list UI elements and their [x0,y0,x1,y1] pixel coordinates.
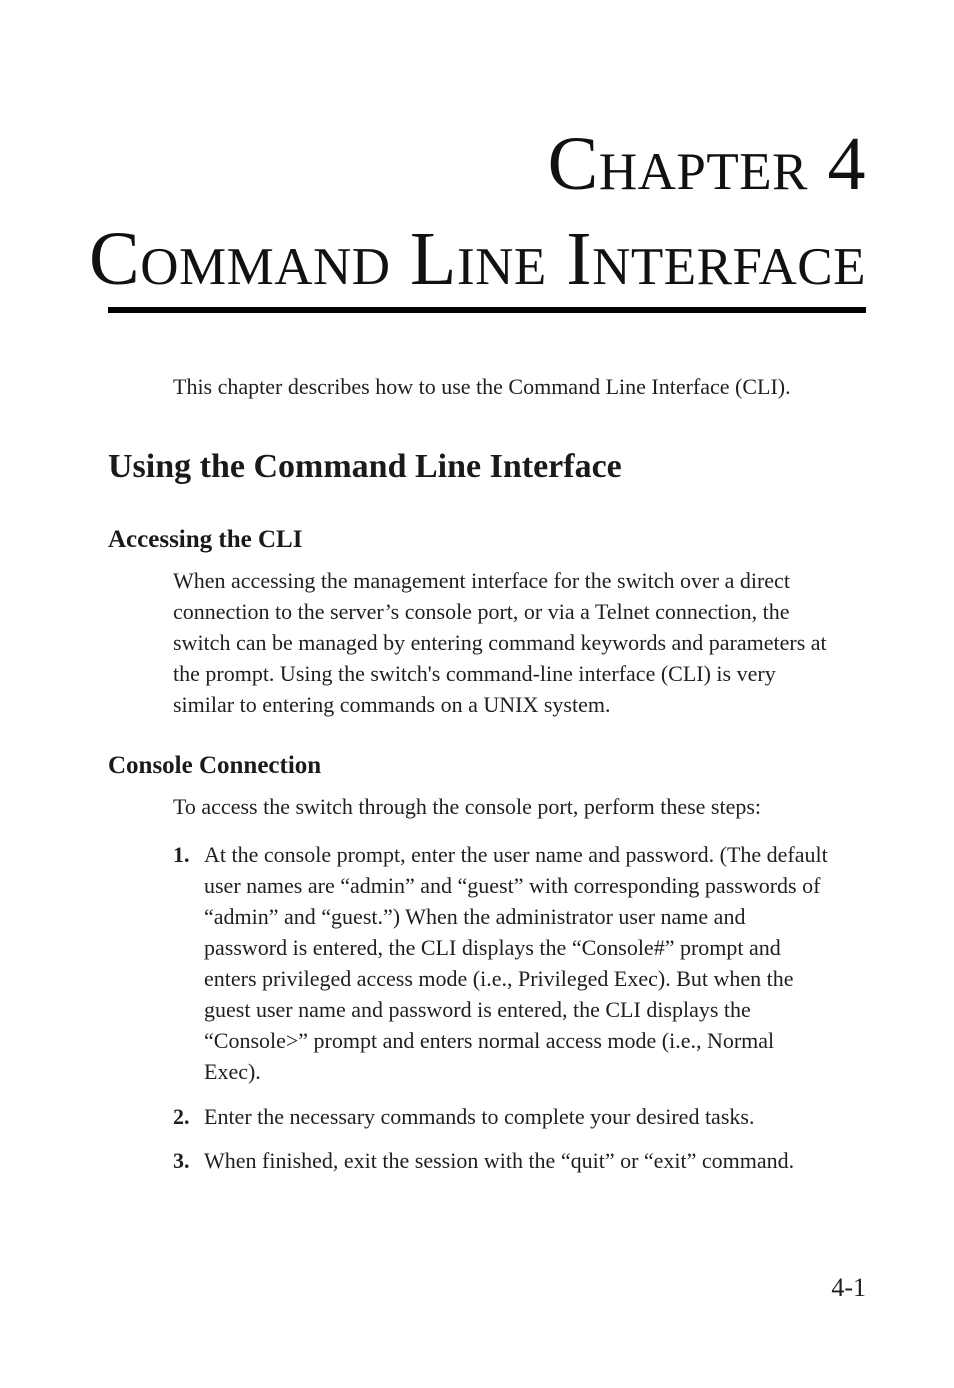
paragraph-line: switch can be managed by entering command keywords and parameters at [173,630,827,655]
step-line: Enter the necessary commands to complete your desired tasks. [204,1104,755,1129]
step-text [204,1101,873,1132]
step-number: 2. [173,1104,190,1129]
step-line: “Console>” prompt and enters normal access mode (i.e., Normal [204,1028,775,1053]
step-line: password is entered, the CLI displays the “Console#” prompt and [204,935,781,960]
step-item-1 [173,839,873,1087]
chapter-title-heading: Command Line Interface [89,217,866,301]
step-line: When finished, exit the session with the “quit” or “exit” command. [204,1148,795,1173]
chapter-rule [108,307,866,313]
step-line: At the console prompt, enter the user name and password. (The default [204,842,828,867]
console-paragraph [173,791,873,822]
step-line: enters privileged access mode (i.e., Privileged Exec). But when the [204,966,794,991]
paragraph-line: To access the switch through the console port, perform these steps: [173,794,762,819]
paragraph-line: the prompt. Using the switch's command-line interface (CLI) is very [173,661,776,686]
step-line: Exec). [204,1059,261,1084]
accessing-paragraph [173,565,873,720]
intro-paragraph: This chapter describes how to use the Command Line Interface (CLI). [173,374,791,399]
paragraph-line: When accessing the management interface for the switch over a direct [173,568,790,593]
step-line: guest user name and password is entered, the CLI displays the [204,997,751,1022]
chapter-number-heading: Chapter 4 [547,122,866,206]
paragraph-line: similar to entering commands on a UNIX system. [173,692,611,717]
step-text [204,839,873,1087]
subsection-heading-console: Console Connection [108,752,322,779]
subsection-heading-accessing: Accessing the CLI [108,526,303,553]
paragraph-line: connection to the server’s console port, or via a Telnet connection, the [173,599,790,624]
section-heading: Using the Command Line Interface [108,448,622,485]
step-number: 3. [173,1148,190,1173]
step-line: “admin” and “guest.”) When the administrator user name and [204,904,746,929]
step-line: user names are “admin” and “guest” with corresponding passwords of [204,873,821,898]
step-item-3 [173,1145,873,1176]
step-item-2 [173,1101,873,1132]
step-text [204,1145,873,1176]
step-number: 1. [173,842,190,867]
page-number: 4-1 [831,1273,866,1302]
